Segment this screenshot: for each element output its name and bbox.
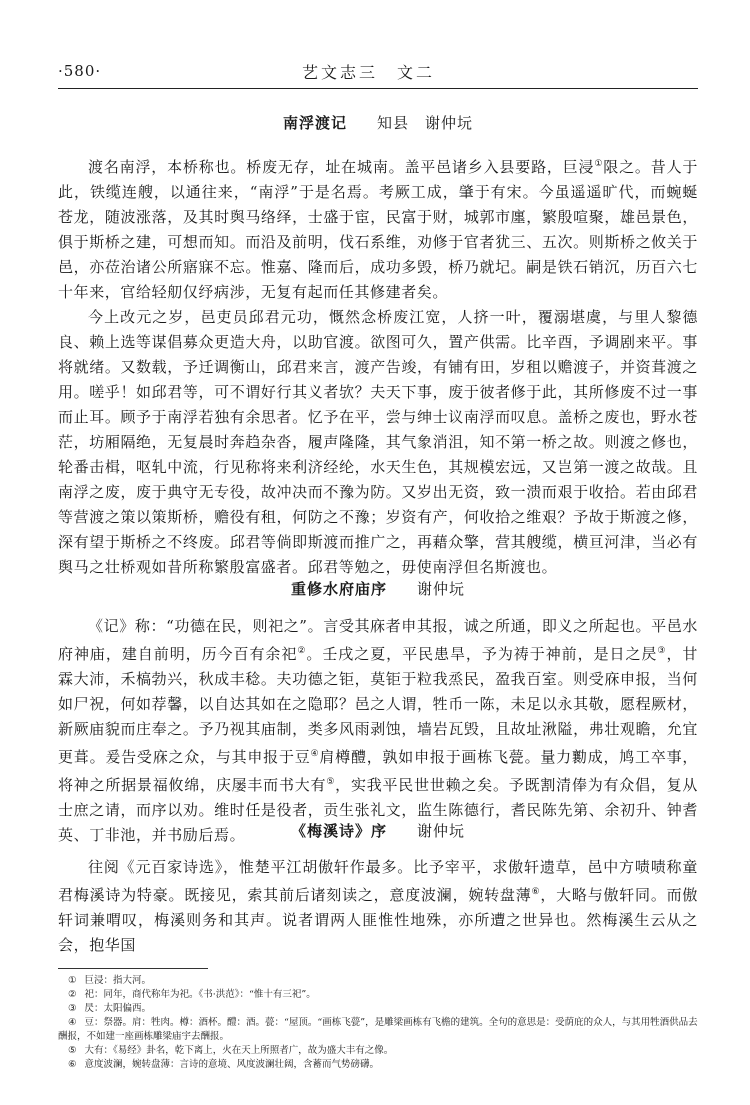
page-number: ·580· <box>58 62 102 80</box>
footnote-ref: ④ <box>310 749 320 759</box>
article-nanfu-du-ji <box>58 112 698 580</box>
paragraph: 往阅《元百家诗选》，惟楚平江胡傲轩作最多。比予宰平，求傲轩遗草，邑中方啧啧称童君梅溪诗为特豪。既接见，索其前后诸刻读之，意度波澜，婉转盘薄⑥，大略与傲轩同。而傲轩词兼喟叹，梅溪则务和其声。说者谓两人匪惟性地殊，亦所遭之世异也。然梅溪生云从之会，抱华国 <box>58 858 698 954</box>
footnote: ① 巨浸：指大河。 <box>68 975 152 986</box>
footnote: ② 祀：同年，商代称年为祀。《书·洪范》：“惟十有三祀”。 <box>68 989 316 1000</box>
paragraph: 今上改元之岁，邑吏员邱君元功，慨然念桥废江宽，人挤一叶，覆溺堪虞，与里人黎德良、赖上选等谋倡募众更造大舟，以助官渡。欲图可久，置产供需。比辛酉，予调剧来平。事将就绪。又数载，予迁调衡山，邱君来言，渡产告竣，有铺有田，岁租以赡渡子，并资葺渡之用。嗟乎！如邱君等，可不谓好行其义者欤？夫天下事，废于彼者修于此，其所修废不过一事而止耳。顾予于南浮若独有余思者。忆予在平，尝与绅士议南浮而叹息。盖桥之废也，野水苍茫，坊厢隔绝，无复晨时奔趋杂沓，履声隆隆，其气象消沮，知不第一桥之故。则渡之修也，轮番击楫，呕轧中流，行见称将来利济经纶，水天生色，其规模宏远，又岂第一渡之故哉。且南浮之废，废于典守无专役，故冲决而不豫为防。又岁出无资，致一溃而艰于收拾。若由邱君等营渡之策以策斯桥，赡役有租，何防之不豫；岁资有产，何收拾之维艰？予故于斯渡之修，深有望于斯桥之不终废。邱君等倘即斯渡而推广之，再藉众擎，营其艘缆，横亘河津，当必有舆马之壮桥观如昔所称繁殷富盛者。邱君等勉之，毋使南浮但名斯渡也。 <box>58 308 698 576</box>
footnotes <box>58 974 698 1072</box>
article-chongxiu-shuifu-miao-xu <box>58 578 698 848</box>
article-title <box>58 820 698 841</box>
paragraph: 渡名南浮，本桥称也。桥废无存，址在城南。盖平邑诸乡入县要路，巨浸①限之。昔人于此，铁缆连艘，以通往来，“南浮”于是名焉。考厥工成，肇于有宋。今虽遥遥旷代，而蜿蜒苍龙，随波涨落，及其时舆马络绎，士盛于宦，民富于财，城郭市廛，繁殷喧聚，雄邑景色，俱于斯桥之建，可想而知。而沿及前明，伐石系维，劝修于官者犹三、五次。则斯桥之攸关于邑，亦莅治诸公所寤寐不忘。惟嘉、隆而后，成功多毁，桥乃就圮。嗣是铁石销沉，历百六七十年来，官给轻舠仅纾病涉，无复有起而任其修建者矣。 <box>58 158 699 301</box>
footnote: ④ 豆：祭器。肩：牲肉。樽：酒杯。醴：酒。甍：“屋顶。“画栋飞甍”，是雕梁画栋有飞檐的建筑。全句的意思是：受荫庇的众人，与其用牲酒供品去酬报，不如建一座画栋雕梁庙宇去酬报。 <box>58 1017 698 1042</box>
article-title-text: 《梅溪诗》序 <box>290 822 387 840</box>
footnote-ref: ⑤ <box>326 777 336 787</box>
article-title <box>58 578 698 599</box>
footnote-ref: ⑥ <box>531 887 541 897</box>
footnote: ⑥ 意度波澜，婉转盘薄：言诗的意境、风度波澜壮阔，含蓄而气势磅礴。 <box>68 1059 380 1070</box>
article-author: 谢仲坃 <box>417 580 466 598</box>
article-author: 知县 谢仲坃 <box>377 114 474 132</box>
paragraph: 《记》称：“功德在民，则祀之”。言受其庥者申其报，诚之所通，即义之所起也。平邑水府神庙，建自前明，历今百有余祀②。壬戌之夏，平民患旱，予为祷于神前，是日之昃③，甘霖大沛，禾槁勃兴，秋成丰稔。夫功德之钜，莫钜于粒我烝民，盈我百室。则受庥申报，当何如尸祝，何如荐馨，以自达其如在之隐耶？邑之人谓，牲币一陈，未足以永其敬，愿程厥材，新厥庙貌而庄奉之。予乃视其庙制，类多风雨剥蚀，墙岩瓦毁，且故址湫隘，弗壮观瞻，允宜更葺。爰告受庥之众，与其申报于豆④肩樽醴，孰如申报于画栋飞甍。量力勷成，鸠工卒事，将神之所据景福攸绵，庆屡丰而书大有⑤，实我平民世世赖之矣。予既割清俸为有众倡，复从士庶之请，而序以劝。维时任是役者，贡生张礼文，监生陈德行，耆民陈先第、余初升、钟耆英、丁非池，并书励后焉。 <box>58 617 698 844</box>
article-title-text: 南浮渡记 <box>282 114 347 132</box>
footnote: ③ 昃：太阳偏西。 <box>68 1003 152 1014</box>
running-head: 艺文志三 文二 <box>302 63 436 82</box>
article-meixi-shi-xu <box>58 820 698 958</box>
footnote-ref: ② <box>297 646 307 656</box>
article-title <box>58 112 698 133</box>
article-author: 谢仲坃 <box>417 822 466 840</box>
article-title-text: 重修水府庙序 <box>290 580 387 598</box>
footnote-ref: ① <box>594 159 604 169</box>
footnote: ⑤ 大有：《易经》卦名，乾下离上，火在天上所照者广，故为盛大丰有之像。 <box>68 1045 394 1056</box>
footnote-rule <box>58 968 208 969</box>
footnote-ref: ③ <box>657 646 667 656</box>
header-rule <box>58 88 698 89</box>
